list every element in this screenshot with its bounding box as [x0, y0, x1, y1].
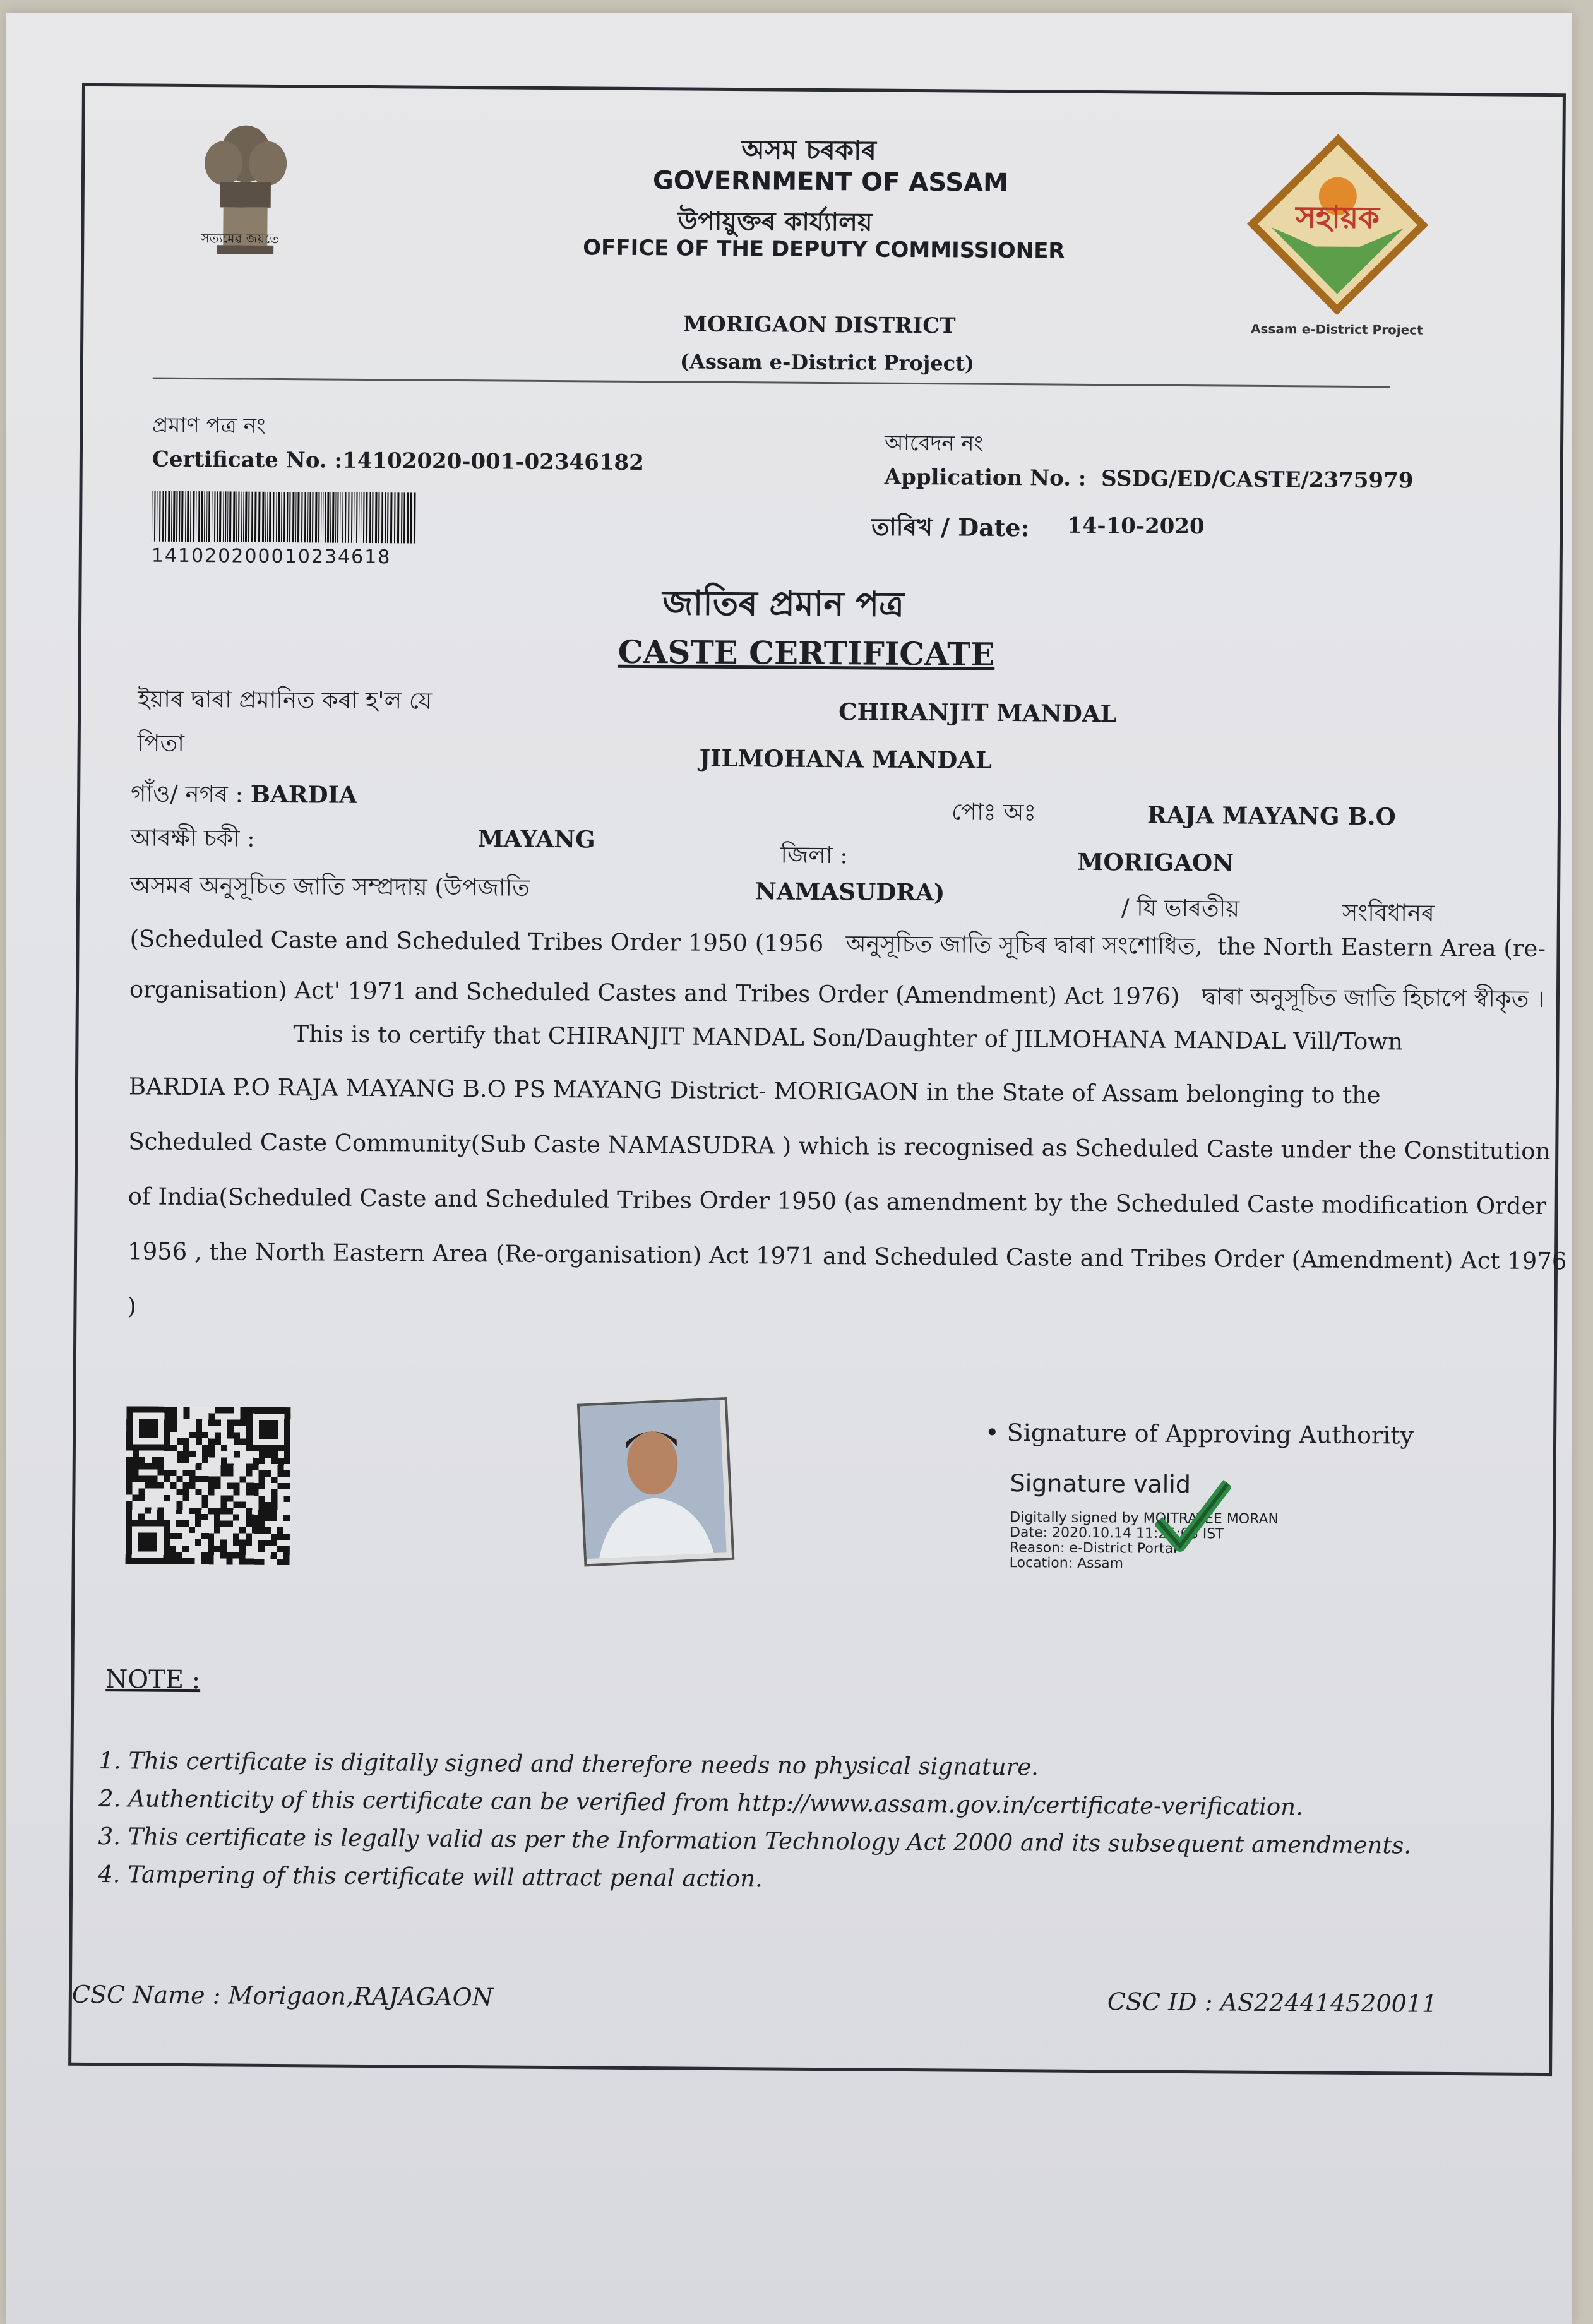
signature-details	[1010, 1510, 1279, 1573]
subcaste-label: অসমৰ অনুসূচিত জাতি সম্প্ৰদায় (উপজাতি	[130, 871, 530, 902]
district-label: জিলা :	[780, 841, 848, 869]
title-english: CASTE CERTIFICATE	[618, 633, 995, 673]
note-2: 2. Authenticity of this certificate can be verified from http://www.assam.gov.in/certificate-verification.	[98, 1785, 1303, 1821]
barcode-bar	[309, 492, 311, 542]
body-line-4: of India(Scheduled Caste and Scheduled Tribes Order 1950 (as amendment by the Scheduled Caste modification Order	[128, 1183, 1547, 1220]
cert-label: Certificate No. :	[152, 446, 343, 474]
note-3: 3. This certificate is legally valid as per the Information Technology Act 2000 and its subsequent amendments.	[98, 1823, 1412, 1859]
csc-id: CSC ID : AS224414520011	[1107, 1987, 1438, 2018]
body-line-6: )	[127, 1292, 137, 1320]
barcode-bar	[254, 492, 256, 542]
barcode-bar	[312, 492, 314, 542]
office-english: OFFICE OF THE DEPUTY COMMISSIONER	[583, 235, 1065, 264]
father-name: JILMOHANA MANDAL	[699, 744, 993, 774]
village-label: গাঁও/ নগৰ :	[131, 780, 244, 808]
barcode-bar	[414, 492, 415, 543]
barcode-bar	[323, 492, 324, 542]
barcode-bar	[225, 491, 226, 542]
barcode-bar	[356, 492, 357, 543]
bn-tail-2: সংবিধানৰ	[1342, 898, 1435, 927]
barcode-bar	[229, 491, 231, 542]
note-heading: NOTE :	[105, 1665, 201, 1695]
barcode-bar	[196, 491, 197, 542]
subcaste-value: NAMASUDRA)	[755, 877, 945, 907]
applicant-photo	[577, 1397, 734, 1567]
office-assamese: উপায়ুক্তৰ কাৰ্য্যালয়	[677, 206, 873, 237]
barcode-bar	[176, 491, 178, 542]
barcode-bar	[387, 492, 388, 543]
barcode-bar	[162, 491, 164, 542]
barcode-bar	[318, 492, 319, 542]
csc-name: CSC Name : Morigaon,RAJAGAON	[71, 1980, 494, 2011]
barcode-bar	[351, 492, 352, 543]
cert-number: 14102020-001-02346182	[342, 448, 644, 476]
po-value: RAJA MAYANG B.O	[1147, 801, 1396, 831]
barcode-bar	[375, 492, 377, 543]
app-number: SSDG/ED/CASTE/2375979	[1101, 466, 1414, 494]
barcode-bar	[325, 492, 326, 542]
barcode-bar	[258, 492, 260, 542]
barcode-bar	[330, 492, 331, 543]
barcode-bar	[154, 491, 155, 542]
barcode-bar	[159, 491, 160, 542]
signature-line-1: Digitally signed by MOITRAYEE MORAN	[1010, 1510, 1279, 1528]
barcode-bar	[241, 492, 242, 542]
barcode-bar	[238, 492, 239, 542]
barcode-bar	[208, 491, 210, 542]
barcode-bar	[170, 491, 172, 542]
logo-text: সহায়ক	[1296, 200, 1380, 236]
signature-line-3: Reason: e-District Portal	[1009, 1540, 1178, 1557]
barcode-bar	[381, 492, 383, 543]
header-divider	[153, 378, 1390, 388]
para-line2-a: organisation) Act' 1971 and Scheduled Castes and Tribes Order (Amendment) Act 1976)	[129, 975, 1180, 1010]
barcode-bar	[359, 492, 360, 543]
barcode-bar	[315, 492, 317, 542]
barcode-bar	[223, 491, 224, 542]
barcode-bar	[219, 491, 221, 542]
barcode-bar	[372, 492, 373, 543]
barcode-bar	[354, 492, 355, 543]
barcode-bar	[206, 491, 208, 542]
barcode-bar	[304, 492, 306, 542]
father-label: পিতা	[137, 729, 185, 757]
ps-label: আৰক্ষী চকী :	[130, 824, 255, 852]
para-line1-a: (Scheduled Caste and Scheduled Tribes Order 1950 (1956	[129, 925, 824, 958]
signature-heading-text: Signature of Approving Authority	[1006, 1419, 1414, 1450]
barcode-bar	[245, 492, 247, 542]
note-4: 4. Tampering of this certificate will attract penal action.	[98, 1861, 763, 1893]
barcode-bar	[168, 491, 170, 542]
barcode-bar	[212, 491, 213, 542]
barcode-bar	[410, 492, 412, 543]
project-heading: (Assam e-District Project)	[679, 349, 975, 376]
signature-heading: • Signature of Approving Authority	[984, 1418, 1414, 1450]
barcode-bar	[265, 492, 266, 542]
barcode-bar	[332, 492, 334, 543]
barcode-bar	[204, 491, 205, 542]
barcode-bar	[337, 492, 338, 543]
barcode-bar	[262, 492, 264, 542]
body-line-3: Scheduled Caste Community(Sub Caste NAMASUDRA ) which is recognised as Scheduled Caste under the Constitution	[128, 1128, 1551, 1165]
barcode-bar	[273, 492, 274, 542]
barcode-bar	[397, 492, 399, 543]
barcode-bar	[173, 491, 175, 542]
certified-label: ইয়াৰ দ্বাৰা প্ৰমানিত কৰা হ'ল যে	[138, 685, 433, 715]
barcode-bar	[276, 492, 277, 542]
barcode-bar	[267, 492, 268, 542]
barcode-bar	[407, 492, 409, 543]
para-line1-b: the North Eastern Area (re-	[1217, 933, 1546, 963]
barcode-bar	[248, 492, 249, 542]
barcode-bar	[342, 492, 343, 543]
barcode-bar	[190, 491, 191, 542]
date-label: তাৰিখ / Date:	[871, 512, 1030, 542]
checkmark-icon	[1155, 1477, 1231, 1553]
signature-line-2: Date: 2020.10.14 11:26:08 IST	[1009, 1525, 1224, 1542]
barcode-bar	[369, 492, 371, 543]
barcode-bar	[187, 491, 189, 542]
barcode-bar	[366, 492, 367, 543]
emblem-caption: সত্যমেৱ জয়তে	[201, 230, 280, 246]
barcode-bar	[281, 492, 282, 542]
barcode-bar	[321, 492, 322, 542]
barcode-bar	[283, 492, 285, 542]
barcode-bar	[251, 492, 253, 542]
para-line2-bn: দ্বাৰা অনুসূচিত জাতি হিচাপে স্বীকৃত ।	[1202, 983, 1545, 1013]
app-label: Application No. :	[884, 464, 1087, 491]
barcode-bar	[297, 492, 299, 542]
qr-code-icon	[126, 1406, 291, 1565]
date-value: 14-10-2020	[1067, 513, 1205, 540]
barcode-bar	[193, 491, 194, 542]
barcode-bar	[227, 491, 229, 542]
barcode-bar	[401, 492, 402, 543]
barcode-bar	[179, 491, 180, 542]
holder-name: CHIRANJIT MANDAL	[838, 698, 1117, 728]
gov-assamese: অসম চৰকাৰ	[741, 134, 877, 166]
barcode-bar	[339, 492, 340, 543]
barcode-text: 141020200010234618	[151, 544, 391, 569]
title-assamese: জাতিৰ প্ৰমান পত্ৰ	[662, 582, 904, 624]
note-1: 1. This certificate is digitally signed and therefore needs no physical signature.	[98, 1747, 1039, 1781]
barcode-bar	[378, 492, 379, 543]
barcode-bar	[301, 492, 303, 542]
barcode-bar	[385, 492, 386, 543]
barcode-bar	[345, 492, 346, 543]
barcode-bar	[185, 491, 186, 542]
cert-label-bn: প্ৰমাণ পত্ৰ নং	[152, 412, 266, 439]
barcode-bar	[403, 492, 405, 543]
edistrict-logo-icon	[1232, 133, 1442, 342]
barcode-bar	[216, 491, 218, 542]
body-line-1: This is to certify that CHIRANJIT MANDAL Son/Daughter of JILMOHANA MANDAL Vill/Town	[293, 1020, 1404, 1056]
barcode-bar	[157, 491, 158, 542]
barcode-bar	[269, 492, 271, 542]
barcode-bar	[243, 492, 244, 542]
district-value: MORIGAON	[1077, 847, 1234, 877]
barcode-bar	[394, 492, 396, 543]
barcode-bar	[198, 491, 200, 542]
po-label: পোঃ অঃ	[951, 798, 1037, 826]
signature-line-4: Location: Assam	[1009, 1555, 1124, 1572]
barcode-bar	[361, 492, 362, 543]
barcode-bar	[292, 492, 294, 542]
barcode-bar	[390, 492, 392, 543]
certificate-paper	[6, 13, 1572, 2324]
person-photo-icon	[580, 1400, 727, 1559]
signature-valid: Signature valid	[1010, 1469, 1191, 1499]
app-label-bn: আবেদন নং	[884, 430, 984, 456]
barcode-bar	[335, 492, 337, 543]
body-line-2: BARDIA P.O RAJA MAYANG B.O PS MAYANG District- MORIGAON in the State of Assam belonging to the	[128, 1073, 1381, 1109]
barcode-bar	[287, 492, 289, 542]
barcode	[152, 491, 417, 544]
barcode-bar	[181, 491, 183, 542]
logo-caption: Assam e-District Project	[1250, 321, 1423, 338]
para-line1-bn: অনুসূচিত জাতি সূচিৰ দ্বাৰা সংশোধিত,	[845, 930, 1203, 960]
barcode-bar	[348, 492, 350, 543]
district-heading: MORIGAON DISTRICT	[683, 311, 956, 339]
bn-tail: / যি ভাৰতীয়	[1121, 894, 1240, 922]
barcode-bar	[363, 492, 364, 543]
village-value: BARDIA	[250, 780, 357, 809]
barcode-bar	[201, 491, 203, 542]
barcode-bar	[165, 491, 166, 542]
national-emblem-icon	[185, 119, 306, 283]
body-line-5: 1956 , the North Eastern Area (Re-organisation) Act 1971 and Scheduled Caste and Tribes Order (Amendment) Act 1976	[127, 1237, 1567, 1275]
barcode-bar	[152, 491, 153, 542]
gov-english: GOVERNMENT OF ASSAM	[652, 166, 1009, 198]
barcode-bar	[278, 492, 280, 542]
ps-value: MAYANG	[477, 825, 595, 854]
certificate-frame	[68, 83, 1566, 2076]
barcode-bar	[233, 491, 235, 542]
barcode-bar	[327, 492, 329, 543]
barcode-bar	[295, 492, 296, 542]
barcode-bar	[236, 492, 237, 542]
barcode-bar	[289, 492, 290, 542]
barcode-bar	[214, 491, 215, 542]
barcode-bar	[307, 492, 309, 542]
